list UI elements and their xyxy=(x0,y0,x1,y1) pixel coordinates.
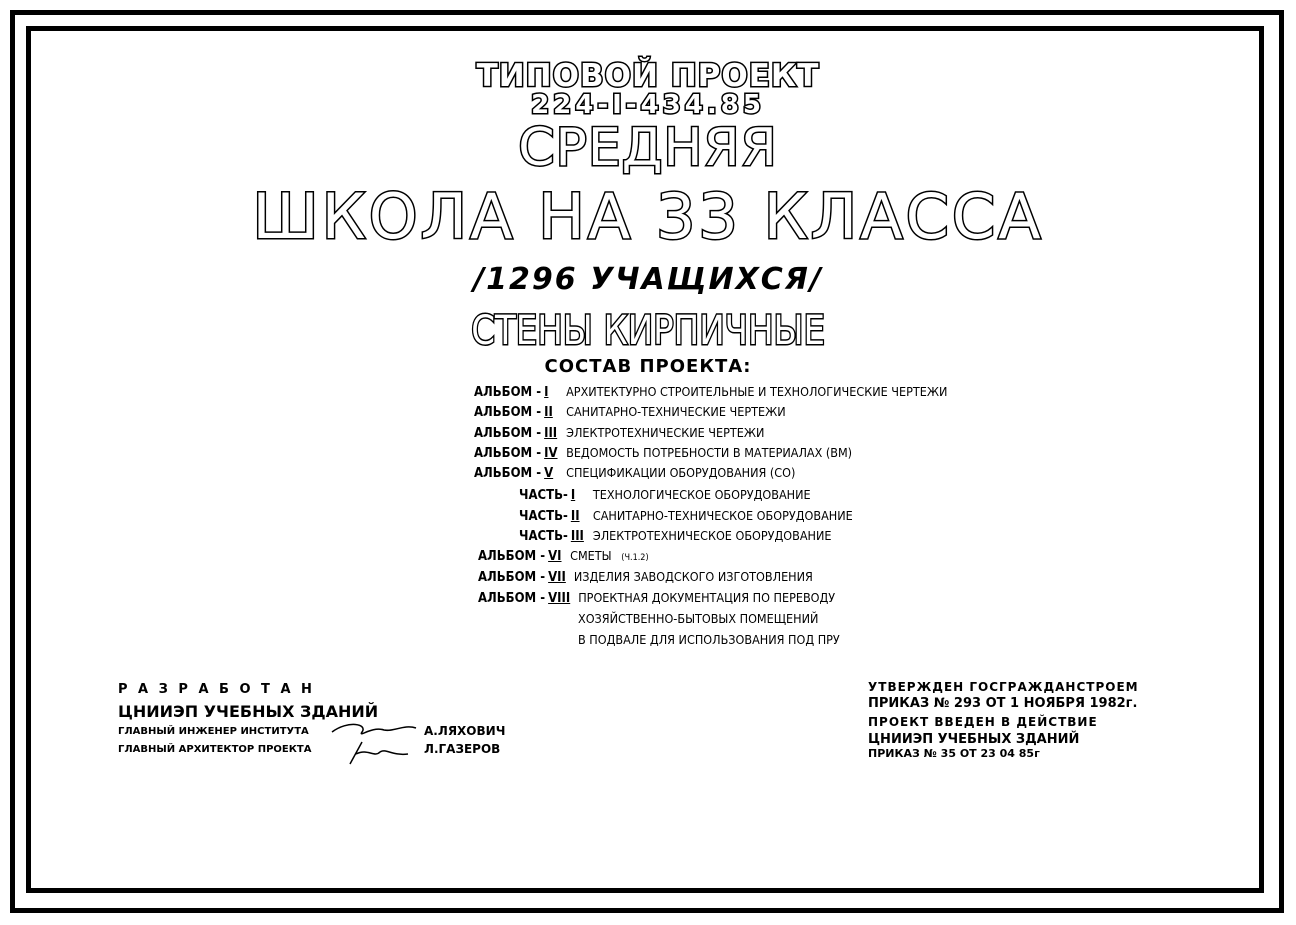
list-item xyxy=(519,508,853,524)
item-text: СПЕЦИФИКАЦИИ ОБОРУДОВАНИЯ (СО) xyxy=(566,465,796,480)
item-text: САНИТАРНО-ТЕХНИЧЕСКИЕ ЧЕРТЕЖИ xyxy=(566,404,786,419)
approved-line3: ПРОЕКТ ВВЕДЕН В ДЕЙСТВИЕ xyxy=(868,715,1098,729)
item-text: ИЗДЕЛИЯ ЗАВОДСКОГО ИЗГОТОВЛЕНИЯ xyxy=(573,569,813,584)
project-type: ТИПОВОЙ ПРОЕКТ xyxy=(476,58,820,94)
capacity: /1296 УЧАЩИХСЯ/ xyxy=(473,262,823,297)
composition-title: СОСТАВ ПРОЕКТА: xyxy=(544,356,752,377)
list-item xyxy=(478,569,813,585)
item-text: ТЕХНОЛОГИЧЕСКОЕ ОБОРУДОВАНИЕ xyxy=(592,487,811,502)
developed-org: ЦНИИЭП УЧЕБНЫХ ЗДАНИЙ xyxy=(118,702,379,721)
list-item xyxy=(474,465,795,481)
approved-line1: УТВЕРЖДЕН ГОСГРАЖДАНСТРОЕМ xyxy=(868,680,1139,694)
approved-line2: ПРИКАЗ № 293 ОТ 1 НОЯБРЯ 1982г. xyxy=(868,696,1138,711)
role-chief-architect: ГЛАВНЫЙ АРХИТЕКТОР ПРОЕКТА xyxy=(118,744,312,755)
item-roman: III xyxy=(544,426,558,441)
list-item xyxy=(474,425,764,441)
item-note: (Ч.1.2) xyxy=(621,553,649,563)
project-number: 224-I-434.85 xyxy=(531,90,765,120)
item-roman: I xyxy=(544,385,549,400)
list-item xyxy=(478,548,649,564)
item-roman: II xyxy=(570,509,580,524)
name-chief-engineer: А.ЛЯХОВИЧ xyxy=(424,724,506,738)
list-item xyxy=(478,590,835,606)
item-label: АЛЬБОМ - xyxy=(474,426,542,441)
item-roman: III xyxy=(570,529,584,544)
title-line2: ШКОЛА НА 33 КЛАССА xyxy=(252,180,1044,253)
signature-image xyxy=(328,718,420,768)
wall-type-text: СТЕНЫ КИРПИЧНЫЕ xyxy=(471,308,825,354)
item-roman: V xyxy=(544,466,554,481)
approved-line5: ПРИКАЗ № 35 ОТ 23 04 85г xyxy=(868,747,1040,760)
title-line1: СРЕДНЯЯ xyxy=(518,118,778,178)
item-label: АЛЬБОМ - xyxy=(474,446,542,461)
approved-block xyxy=(868,680,1138,770)
name-chief-architect: Л.ГАЗЕРОВ xyxy=(424,742,501,756)
item-text: АРХИТЕКТУРНО СТРОИТЕЛЬНЫЕ И ТЕХНОЛОГИЧЕСКИЕ ЧЕРТЕЖИ xyxy=(566,384,948,399)
item-label: ЧАСТЬ- xyxy=(519,529,568,544)
item-text: В ПОДВАЛЕ ДЛЯ ИСПОЛЬЗОВАНИЯ ПОД ПРУ xyxy=(578,632,840,647)
item-roman: VI xyxy=(548,549,562,564)
item-label: АЛЬБОМ - xyxy=(478,591,546,606)
list-item xyxy=(519,487,811,503)
item-text: САНИТАРНО-ТЕХНИЧЕСКОЕ ОБОРУДОВАНИЕ xyxy=(592,508,853,523)
item-label: ЧАСТЬ- xyxy=(519,488,568,503)
wall-type xyxy=(0,308,1296,354)
approved-line4: ЦНИИЭП УЧЕБНЫХ ЗДАНИЙ xyxy=(868,732,1080,747)
list-item xyxy=(474,404,786,420)
item-roman: VIII xyxy=(548,591,571,606)
list-item xyxy=(578,632,840,648)
item-label: ЧАСТЬ- xyxy=(519,509,568,524)
item-text: ЭЛЕКТРОТЕХНИЧЕСКИЕ ЧЕРТЕЖИ xyxy=(566,425,765,440)
list-item xyxy=(519,528,832,544)
item-text: ЭЛЕКТРОТЕХНИЧЕСКОЕ ОБОРУДОВАНИЕ xyxy=(592,528,832,543)
developed-heading: Р А З Р А Б О Т А Н xyxy=(118,682,315,697)
item-text: ХОЗЯЙСТВЕННО-БЫТОВЫХ ПОМЕЩЕНИЙ xyxy=(578,611,819,626)
composition-list xyxy=(474,384,948,654)
role-chief-engineer: ГЛАВНЫЙ ИНЖЕНЕР ИНСТИТУТА xyxy=(118,726,309,737)
item-roman: VII xyxy=(548,570,566,585)
item-label: АЛЬБОМ - xyxy=(478,570,546,585)
list-item xyxy=(474,384,947,400)
item-roman: II xyxy=(544,405,553,420)
item-label: АЛЬБОМ - xyxy=(478,549,546,564)
item-label: АЛЬБОМ - xyxy=(474,385,542,400)
item-text: СМЕТЫ xyxy=(570,548,612,563)
item-roman: IV xyxy=(544,446,558,461)
item-roman: I xyxy=(570,488,576,503)
developed-block xyxy=(118,682,538,772)
item-text: ПРОЕКТНАЯ ДОКУМЕНТАЦИЯ ПО ПЕРЕВОДУ xyxy=(578,590,836,605)
list-item xyxy=(578,611,818,627)
item-text: ВЕДОМОСТЬ ПОТРЕБНОСТИ В МАТЕРИАЛАХ (ВМ) xyxy=(566,445,853,460)
item-label: АЛЬБОМ - xyxy=(474,405,542,420)
item-label: АЛЬБОМ - xyxy=(474,466,542,481)
list-item xyxy=(474,445,852,461)
